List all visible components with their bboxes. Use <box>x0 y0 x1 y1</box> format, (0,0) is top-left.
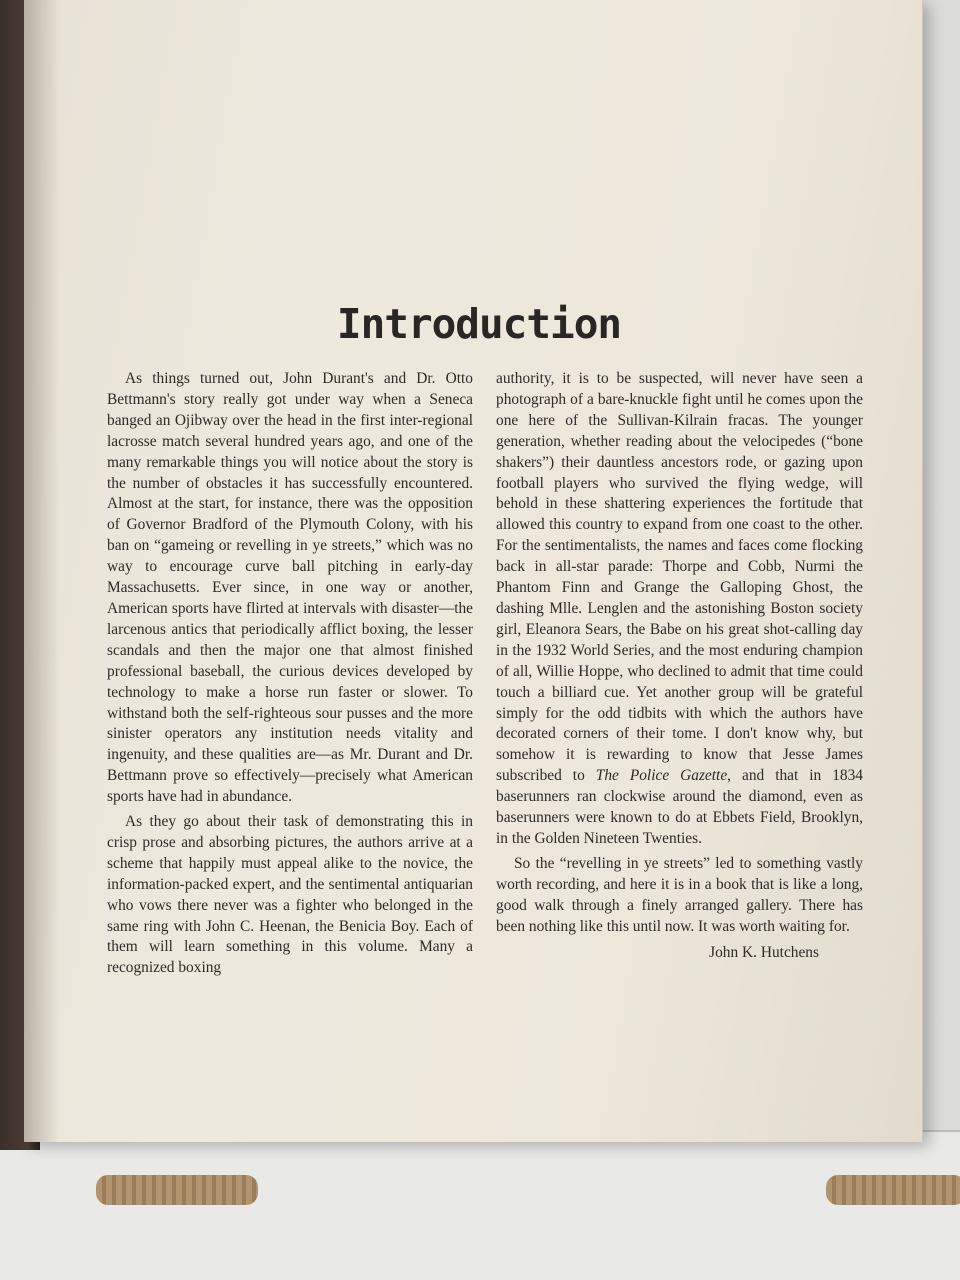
cardboard-box-flap <box>0 1130 960 1280</box>
right-paragraph-1-text-b: , and that in 1834 baserunners ran clockwise around the diamond, even as baserunners were known to do at Ebbets Field, Brooklyn, in the Golden Nineteen Twenties. <box>496 767 863 847</box>
cardboard-edge-left <box>96 1175 258 1205</box>
right-paragraph-2: So the “revelling in ye streets” led to something vastly worth recording, and here it is in a book that is like a long, good walk through a finely arranged gallery. There has been nothing like this until now. It was worth waiting for. <box>496 854 863 935</box>
page-gutter-shadow <box>24 0 60 1142</box>
cardboard-edge-right <box>826 1175 960 1205</box>
magazine-title: The Police Gazette <box>595 767 728 785</box>
left-paragraph-2: As they go about their task of demonstrating this in crisp prose and absorbing pictures, the authors arrive at a scheme that happily must appeal alike to the novice, the information-packed expert, and the sentimental antiquarian who vows there never was a fighter who belonged in the same ring with John C. Heenan, the Benicia Boy. Each of them will learn something in this volume. Many a recognized boxing <box>107 813 473 977</box>
page-title: Introduction <box>336 300 622 348</box>
book-page <box>24 0 923 1142</box>
right-paragraph-1-text-a: authority, it is to be suspected, will never have seen a photograph of a bare-knuckle fight until he comes upon the one here of the Sullivan-Kilrain fracas. The younger generation, whether reading about the velocipedes (“bone shakers”) their dauntless ancestors rode, or gazing upon football players who survived the flying wedge, will behold in these shattering experiences the fortitude that allowed this country to expand from one coast to the other. For the sentimentalists, the names and faces come flocking back in all-star parade: Thorpe and Cobb, Nurmi the Phantom Finn and Grange the Galloping Ghost, the dashing Mlle. Lenglen and the astonishing Boston society girl, Eleanora Sears, the Babe on his great shot-calling day in the 1932 World Series, and the most enduring champion of all, Willie Hoppe, who declined to admit that time could touch a billiard cue. Yet another group will be grateful simply for the odd tidbits with which the authors have decorated corners of their tome. I don't know why, but somehow it is rewarding to know that Jesse James subscribed to <box>496 370 863 785</box>
left-text-column <box>107 369 473 979</box>
author-signature: John K. Hutchens <box>709 944 819 962</box>
right-text-column <box>496 369 863 964</box>
left-paragraph-1: As things turned out, John Durant's and Dr. Otto Bettmann's story really got under way when a Seneca banged an Ojibway over the head in the first inter-regional lacrosse match several hundred years ago, and one of the many remarkable things you will notice about the story is the number of obstacles it has successfully encountered. Almost at the start, for instance, there was the opposition of Governor Bradford of the Plymouth Colony, with his ban on “gameing or revelling in ye streets,” which was no way to encourage curve ball pitching in early-day Massachusetts. Ever since, in one way or another, American sports have flirted at intervals with disaster—the larcenous antics that periodically afflict boxing, the lesser scandals and then the major one that almost finished professional baseball, the curious devices developed by technology to make a horse run faster or slower. To withstand both the self-righteous sour pusses and the more sinister operators any institution needs vitality and ingenuity, and these qualities are—as Mr. Durant and Dr. Bettmann prove so effectively—precisely what American sports have had in abundance. <box>107 370 473 806</box>
right-paragraph-1 <box>496 369 863 850</box>
